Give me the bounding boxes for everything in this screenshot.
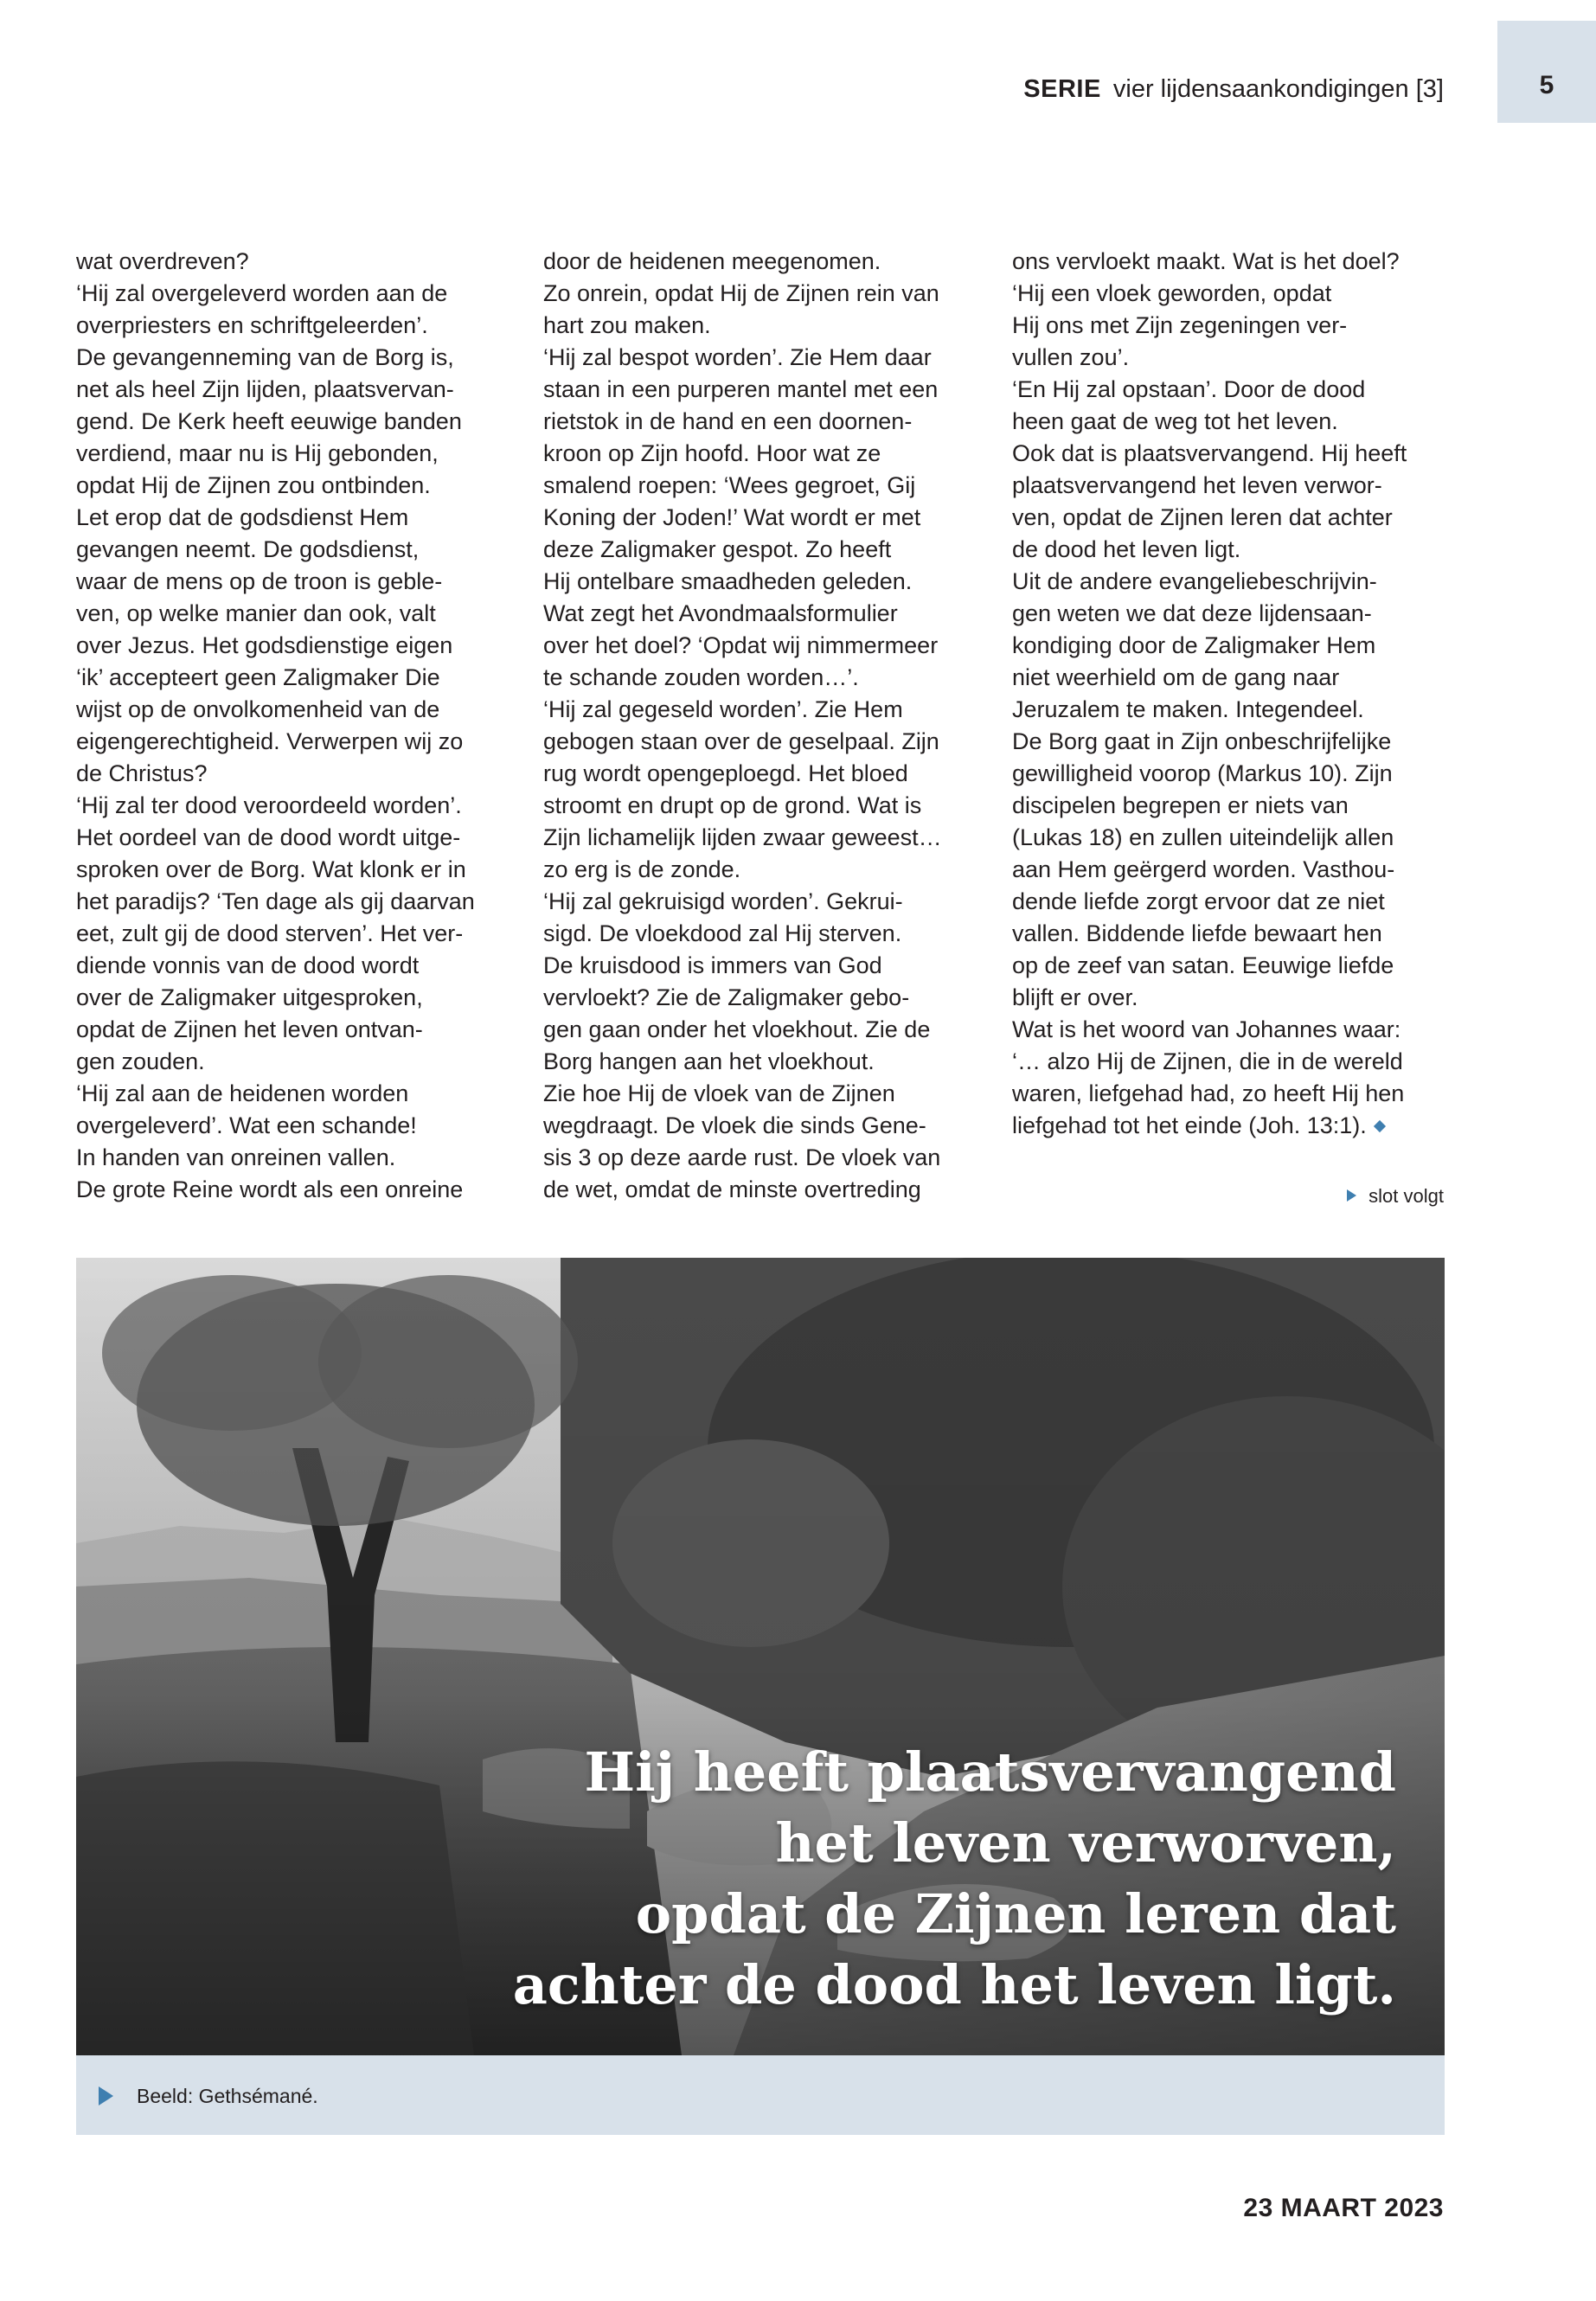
text-line: smalend roepen: ‘Wees gegroet, Gij — [543, 472, 916, 498]
photo-caption-bar — [76, 2055, 1445, 2135]
text-line: ‘Hij zal gekruisigd worden’. Gekrui- — [543, 888, 903, 914]
text-line: ‘ik’ accepteert geen Zaligmaker Die — [76, 664, 440, 690]
pull-quote-line: het leven verworven, — [775, 1811, 1396, 1875]
text-line: heen gaat de weg tot het leven. — [1012, 408, 1338, 434]
text-line: Borg hangen aan het vloekhout. — [543, 1048, 875, 1074]
text-line: ven, opdat de Zijnen leren dat achter — [1012, 504, 1393, 530]
continued-note-text: slot volgt — [1368, 1185, 1444, 1207]
text-line: blijft er over. — [1012, 984, 1138, 1010]
text-line: staan in een purperen mantel met een — [543, 376, 939, 402]
series-label: SERIE — [1023, 75, 1101, 103]
text-line: Zijn lichamelijk lijden zwaar geweest… — [543, 824, 942, 850]
text-line: kroon op Zijn hoofd. Hoor wat ze — [543, 440, 881, 466]
text-line: Hij ons met Zijn zegeningen ver- — [1012, 312, 1348, 338]
text-line: De grote Reine wordt als een onreine — [76, 1176, 464, 1202]
text-line: gend. De Kerk heeft eeuwige banden — [76, 408, 462, 434]
pull-quote-line: Hij heeft plaatsvervangend — [584, 1740, 1396, 1804]
text-line: ven, op welke manier dan ook, valt — [76, 600, 436, 626]
text-line: ‘Hij een vloek geworden, opdat — [1012, 280, 1332, 306]
text-line: Ook dat is plaatsvervangend. Hij heeft — [1012, 440, 1407, 466]
text-line: wegdraagt. De vloek die sinds Gene- — [543, 1112, 926, 1138]
text-line: ‘Hij zal aan de heidenen worden — [76, 1080, 409, 1106]
text-line: aan Hem geërgerd worden. Vasthou- — [1012, 856, 1395, 882]
pull-quote-line: opdat de Zijnen leren dat — [635, 1882, 1396, 1945]
text-line: ‘En Hij zal opstaan’. Door de dood — [1012, 376, 1366, 402]
text-line: gevangen neemt. De godsdienst, — [76, 536, 420, 562]
text-line: waren, liefgehad had, zo heeft Hij hen — [1012, 1080, 1405, 1106]
text-line: opdat Hij de Zijnen zou ontbinden. — [76, 472, 431, 498]
text-line: discipelen begrepen er niets van — [1012, 792, 1349, 818]
text-line: gewilligheid voorop (Markus 10). Zijn — [1012, 760, 1393, 786]
issue-date: 23 MAART 2023 — [1243, 2194, 1444, 2222]
text-line: overgeleverd’. Wat een schande! — [76, 1112, 417, 1138]
text-line: De kruisdood is immers van God — [543, 952, 882, 978]
pull-quote — [513, 1737, 1396, 2021]
text-line: waar de mens op de troon is geble- — [76, 568, 443, 594]
text-line: ‘… alzo Hij de Zijnen, die in de wereld — [1012, 1048, 1403, 1074]
text-line: dende liefde zorgt ervoor dat ze niet — [1012, 888, 1385, 914]
text-line: over de Zaligmaker uitgesproken, — [76, 984, 423, 1010]
text-line: te schande zouden worden…’. — [543, 664, 859, 690]
text-line: kondiging door de Zaligmaker Hem — [1012, 632, 1376, 658]
text-line: ons vervloekt maakt. Wat is het doel? — [1012, 248, 1400, 274]
text-line: Hij ontelbare smaadheden geleden. — [543, 568, 913, 594]
text-line: gen weten we dat deze lijdensaan- — [1012, 600, 1372, 626]
text-line: wijst op de onvolkomenheid van de — [76, 696, 440, 722]
text-line: wat overdreven? — [76, 248, 249, 274]
text-line: In handen van onreinen vallen. — [76, 1144, 396, 1170]
play-triangle-icon — [99, 2086, 113, 2106]
play-triangle-icon — [1347, 1189, 1356, 1202]
text-line: De Borg gaat in Zijn onbeschrijfelijke — [1012, 728, 1392, 754]
text-line: Zo onrein, opdat Hij de Zijnen rein van — [543, 280, 939, 306]
text-line: Zie hoe Hij de vloek van de Zijnen — [543, 1080, 895, 1106]
text-line: niet weerhield om de gang naar — [1012, 664, 1340, 690]
text-line: over het doel? ‘Opdat wij nimmermeer — [543, 632, 939, 658]
text-line: vallen. Biddende liefde bewaart hen — [1012, 920, 1382, 946]
text-line: rug wordt opengeploegd. Het bloed — [543, 760, 908, 786]
text-line-last — [1012, 1110, 1458, 1142]
text-line: gen zouden. — [76, 1048, 205, 1074]
text-line: Jeruzalem te maken. Integendeel. — [1012, 696, 1364, 722]
text-line: sis 3 op deze aarde rust. De vloek van — [543, 1144, 941, 1170]
text-line: de dood het leven ligt. — [1012, 536, 1241, 562]
text-line: hart zou maken. — [543, 312, 711, 338]
text-line: door de heidenen meegenomen. — [543, 248, 881, 274]
gethsemane-photo — [76, 1258, 1445, 2055]
text-line: net als heel Zijn lijden, plaatsvervan- — [76, 376, 454, 402]
text-line: de wet, omdat de minste overtreding — [543, 1176, 921, 1202]
text-line: stroomt en drupt op de grond. Wat is — [543, 792, 922, 818]
running-head — [1023, 77, 1444, 102]
text-line: gen gaan onder het vloekhout. Zie de — [543, 1016, 931, 1042]
text-line: Het oordeel van de dood wordt uitge- — [76, 824, 461, 850]
text-line: diende vonnis van de dood wordt — [76, 952, 420, 978]
text-line: Wat zegt het Avondmaalsformulier — [543, 600, 898, 626]
text-line: (Lukas 18) en zullen uiteindelijk allen — [1012, 824, 1394, 850]
text-line: verdiend, maar nu is Hij gebonden, — [76, 440, 439, 466]
text-line: over Jezus. Het godsdienstige eigen — [76, 632, 453, 658]
text-line: het paradijs? ‘Ten dage als gij daarvan — [76, 888, 475, 914]
text-line: vullen zou’. — [1012, 344, 1130, 370]
text-line: opdat de Zijnen het leven ontvan- — [76, 1016, 423, 1042]
text-line: gebogen staan over de geselpaal. Zijn — [543, 728, 939, 754]
text-line: Let erop dat de godsdienst Hem — [76, 504, 409, 530]
article-column-1 — [76, 246, 522, 1206]
text-line: sproken over de Borg. Wat klonk er in — [76, 856, 466, 882]
text-line: sigd. De vloekdood zal Hij sterven. — [543, 920, 902, 946]
pull-quote-line: achter de dood het leven ligt. — [512, 1953, 1396, 2016]
article-column-3 — [1012, 246, 1458, 1142]
text-line: overpriesters en schriftgeleerden’. — [76, 312, 428, 338]
text-line: ‘Hij zal bespot worden’. Zie Hem daar — [543, 344, 932, 370]
article-column-2 — [543, 246, 990, 1206]
text-line: vervloekt? Zie de Zaligmaker gebo- — [543, 984, 910, 1010]
text-line: rietstok in de hand en een doornen- — [543, 408, 913, 434]
text-line: op de zeef van satan. Eeuwige liefde — [1012, 952, 1394, 978]
text-line: deze Zaligmaker gespot. Zo heeft — [543, 536, 892, 562]
text-line: ‘Hij zal ter dood veroordeeld worden’. — [76, 792, 462, 818]
article-end-diamond-icon — [1374, 1120, 1386, 1132]
text-line: De gevangenneming van de Borg is, — [76, 344, 454, 370]
text-line: de Christus? — [76, 760, 208, 786]
text-line: Koning der Joden!’ Wat wordt er met — [543, 504, 921, 530]
page-number-tab — [1497, 21, 1596, 123]
page-number: 5 — [1539, 71, 1554, 99]
text-line: ‘Hij zal overgeleverd worden aan de — [76, 280, 448, 306]
photo-caption: Beeld: Gethsémané. — [137, 2085, 318, 2107]
text-line: eigengerechtigheid. Verwerpen wij zo — [76, 728, 464, 754]
text-line-last-text: liefgehad tot het einde (Joh. 13:1). — [1012, 1112, 1367, 1138]
text-line: zo erg is de zonde. — [543, 856, 741, 882]
text-line: plaatsvervangend het leven verwor- — [1012, 472, 1382, 498]
text-line: eet, zult gij de dood sterven’. Het ver- — [76, 920, 464, 946]
text-line: ‘Hij zal gegeseld worden’. Zie Hem — [543, 696, 903, 722]
continued-note — [1347, 1185, 1444, 1208]
text-line: Wat is het woord van Johannes waar: — [1012, 1016, 1401, 1042]
series-title: vier lijdensaankondigingen [3] — [1112, 75, 1444, 103]
text-line: Uit de andere evangeliebeschrijvin- — [1012, 568, 1377, 594]
